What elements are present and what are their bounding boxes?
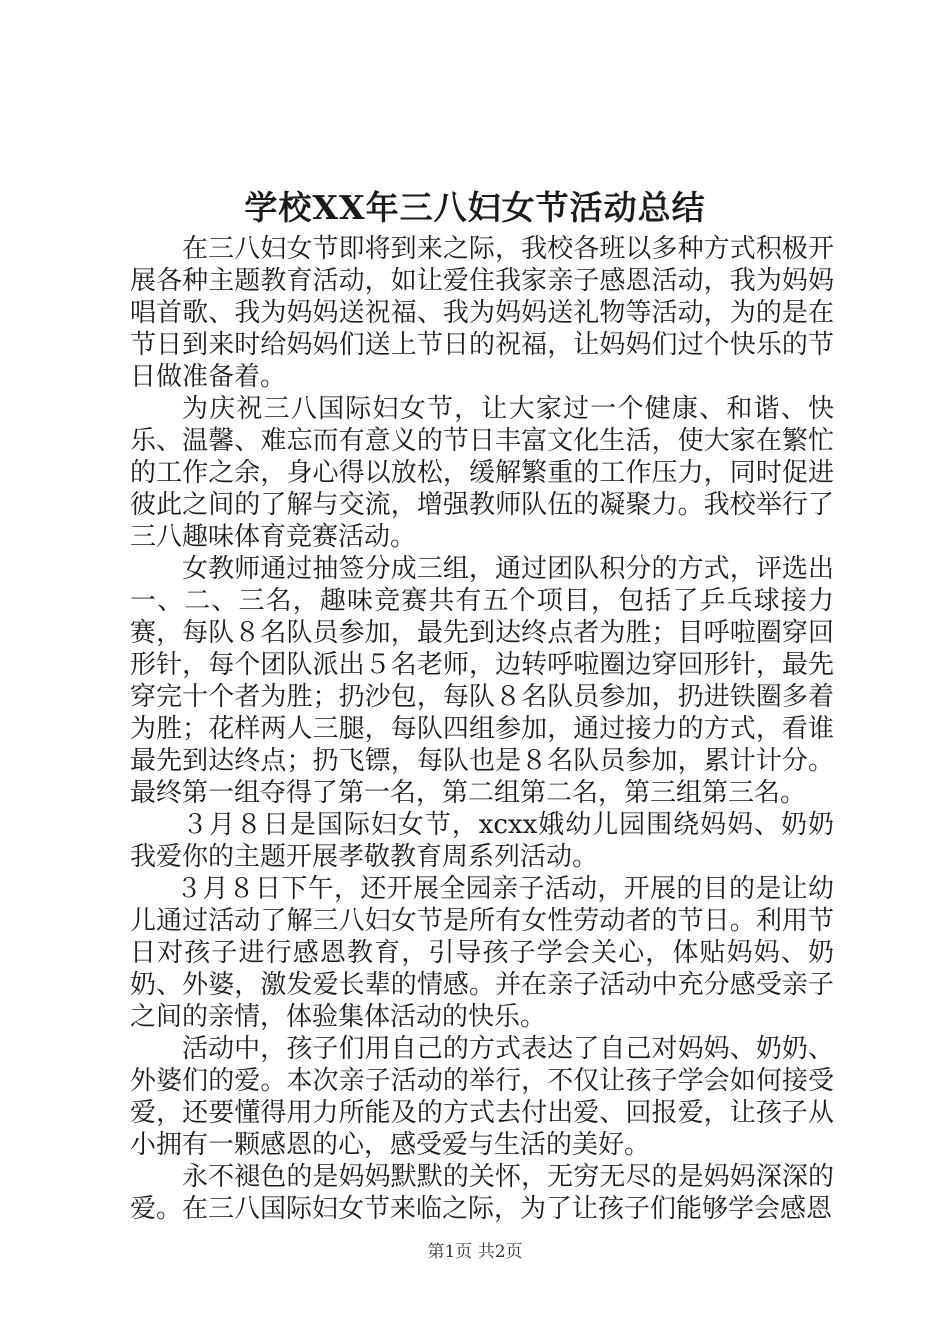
document-title: 学校XX年三八妇女节活动总结 (244, 188, 706, 227)
paragraph-5: ３月８日下午，还开展全园亲子活动，开展的目的是让幼儿通过活动了解三八妇女节是所有女性劳动者的节日。利用节日对孩子进行感恩教育，引导孩子学会关心，体贴妈妈、奶奶、外婆，激发爱长辈的情感。并在亲子活动中充分感受亲子之间的亲情，体验集体活动的快乐。 (130, 874, 834, 1032)
page-footer: 第1页 共2页 (427, 1242, 523, 1262)
paragraph-3: 女教师通过抽签分成三组，通过团队积分的方式，评选出一、二、三名，趣味竞赛共有五个项目，包括了乒乓球接力赛，每队８名队员参加，最先到达终点者为胜；目呼啦圈穿回形针，每个团队派出５名老师，边转呼啦圈边穿回形针，最先穿完十个者为胜；扔沙包，每队８名队员参加，扔进铁圈多着为胜；花样两人三腿，每队四组参加，通过接力的方式，看谁最先到达终点；扔飞镖，每队也是８名队员参加，累计计分。最终第一组夺得了第一名，第二组第二名，第三组第三名。 (130, 554, 834, 808)
document-body (130, 233, 834, 1225)
paragraph-4: ３月８日是国际妇女节，xcxx娥幼儿园围绕妈妈、奶奶我爱你的主题开展孝敬教育周系列活动。 (130, 810, 834, 872)
paragraph-1: 在三八妇女节即将到来之际，我校各班以多种方式积极开展各种主题教育活动，如让爱住我家亲子感恩活动，我为妈妈唱首歌、我为妈妈送祝福、我为妈妈送礼物等活动，为的是在节日到来时给妈妈们送上节日的祝福，让妈妈们过个快乐的节日做准备着。 (130, 234, 834, 392)
paragraph-6: 活动中，孩子们用自己的方式表达了自己对妈妈、奶奶、外婆们的爱。本次亲子活动的举行，不仅让孩子学会如何接受爱，还要懂得用力所能及的方式去付出爱、回报爱，让孩子从小拥有一颗感恩的心，感受爱与生活的美好。 (130, 1034, 834, 1160)
paragraph-2: 为庆祝三八国际妇女节，让大家过一个健康、和谐、快乐、温馨、难忘而有意义的节日丰富文化生活，使大家在繁忙的工作之余，身心得以放松，缓解繁重的工作压力，同时促进彼此之间的了解与交流，增强教师队伍的凝聚力。我校举行了三八趣味体育竞赛活动。 (130, 394, 834, 552)
paragraph-7: 永不褪色的是妈妈默默的关怀，无穷无尽的是妈妈深深的爱。在三八国际妇女节来临之际，为了让孩子们能够学会感恩 (130, 1162, 834, 1224)
